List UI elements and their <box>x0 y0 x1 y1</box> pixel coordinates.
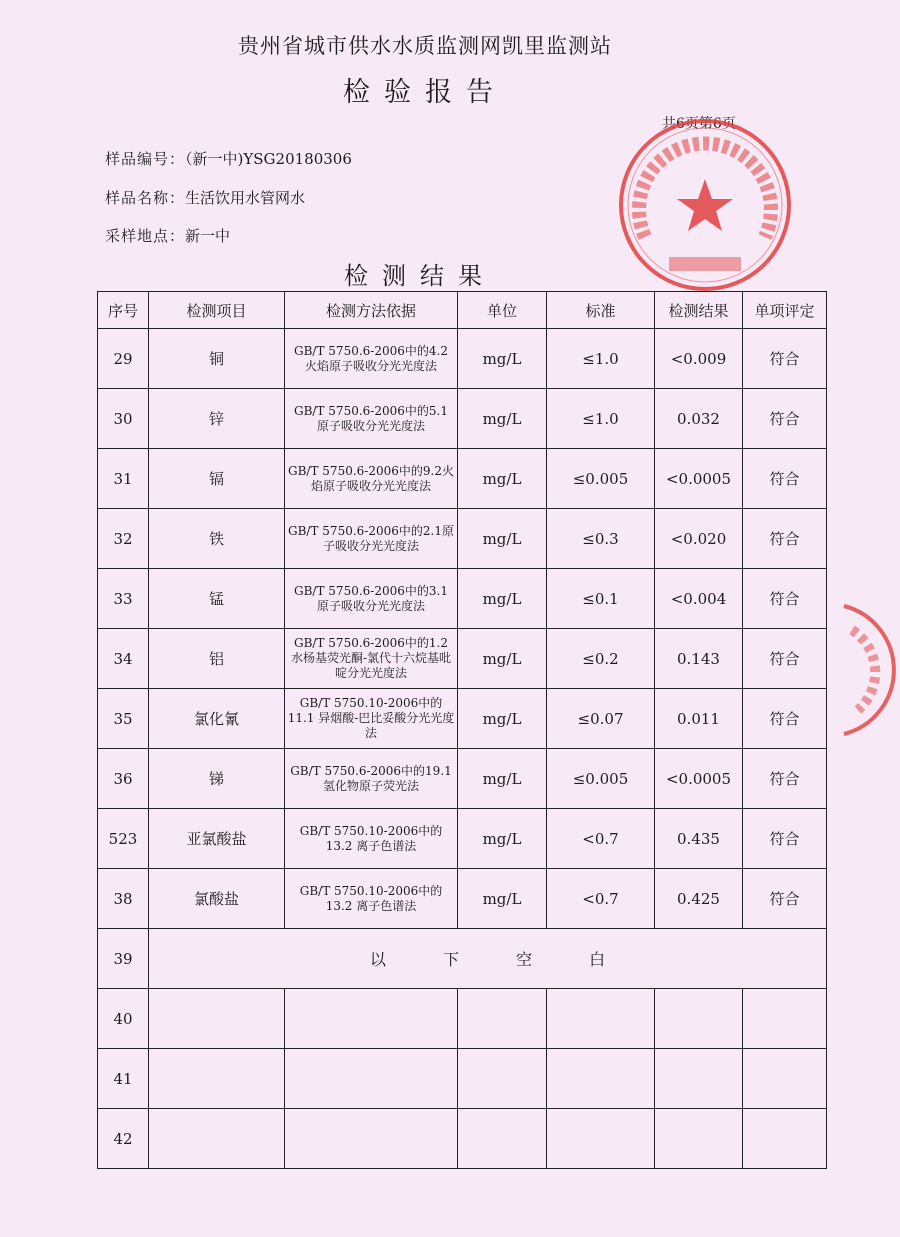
table-row <box>98 629 827 689</box>
row-no: 40 <box>98 989 149 1049</box>
row-unit: mg/L <box>458 569 547 629</box>
row-method: GB/T 5750.10-2006中的11.1 异烟酸-巴比妥酸分光光度法 <box>285 689 458 749</box>
row-no: 39 <box>98 929 149 989</box>
row-unit: mg/L <box>458 629 547 689</box>
row-unit: mg/L <box>458 689 547 749</box>
row-result: <0.004 <box>655 569 743 629</box>
row-method: GB/T 5750.10-2006中的13.2 离子色谱法 <box>285 809 458 869</box>
seam-seal-stamp <box>836 600 900 740</box>
row-no: 30 <box>98 389 149 449</box>
row-eval: 符合 <box>743 809 827 869</box>
row-unit: mg/L <box>458 809 547 869</box>
sample-id-label: 样品编号： <box>105 150 186 168</box>
table-row <box>98 329 827 389</box>
blank-note-char: 空 <box>516 950 533 969</box>
row-eval: 符合 <box>743 689 827 749</box>
blank-note-char: 以 <box>369 950 386 969</box>
row-standard: ≤1.0 <box>547 329 655 389</box>
table-row <box>98 569 827 629</box>
sample-name-label: 样品名称： <box>105 189 186 207</box>
row-standard: ≤0.07 <box>547 689 655 749</box>
col-header-standard: 标准 <box>547 292 655 329</box>
table-row <box>98 749 827 809</box>
row-item: 氯化氰 <box>149 689 285 749</box>
row-no: 38 <box>98 869 149 929</box>
row-item: 氯酸盐 <box>149 869 285 929</box>
row-no: 41 <box>98 1049 149 1109</box>
row-standard: ≤0.1 <box>547 569 655 629</box>
table-row <box>98 869 827 929</box>
row-unit: mg/L <box>458 389 547 449</box>
row-item: 铝 <box>149 629 285 689</box>
table-row <box>98 809 827 869</box>
row-no: 36 <box>98 749 149 809</box>
sample-name-value: 生活饮用水管网水 <box>185 189 306 207</box>
row-method: GB/T 5750.6-2006中的2.1原子吸收分光光度法 <box>285 509 458 569</box>
row-result: <0.020 <box>655 509 743 569</box>
sample-location-value: 新一中 <box>185 227 231 245</box>
page-info: 共6页第6页 <box>662 116 736 132</box>
sample-id-field <box>105 148 352 169</box>
row-standard: ≤0.005 <box>547 449 655 509</box>
row-unit: mg/L <box>458 449 547 509</box>
row-result: <0.0005 <box>655 749 743 809</box>
official-seal-stamp <box>617 117 793 293</box>
row-no: 35 <box>98 689 149 749</box>
blank-note-char: 下 <box>442 950 459 969</box>
row-eval: 符合 <box>743 449 827 509</box>
row-item: 锰 <box>149 569 285 629</box>
organization-title: 贵州省城市供水水质监测网凯里监测站 <box>238 34 612 58</box>
row-result: 0.032 <box>655 389 743 449</box>
row-no: 29 <box>98 329 149 389</box>
row-eval: 符合 <box>743 329 827 389</box>
row-no: 31 <box>98 449 149 509</box>
row-method: GB/T 5750.6-2006中的5.1 原子吸收分光光度法 <box>285 389 458 449</box>
row-item: 锌 <box>149 389 285 449</box>
row-unit: mg/L <box>458 749 547 809</box>
row-standard: ≤1.0 <box>547 389 655 449</box>
row-method: GB/T 5750.6-2006中的9.2火焰原子吸收分光光度法 <box>285 449 458 509</box>
row-standard: ≤0.3 <box>547 509 655 569</box>
row-method: GB/T 5750.6-2006中的19.1 氢化物原子荧光法 <box>285 749 458 809</box>
table-row-empty <box>98 1049 827 1109</box>
sample-location-label: 采样地点： <box>105 227 186 245</box>
row-eval: 符合 <box>743 869 827 929</box>
row-method: GB/T 5750.6-2006中的1.2 水杨基荧光酮-氯代十六烷基吡啶分光光度法 <box>285 629 458 689</box>
row-method: GB/T 5750.10-2006中的13.2 离子色谱法 <box>285 869 458 929</box>
row-eval: 符合 <box>743 509 827 569</box>
row-no: 34 <box>98 629 149 689</box>
col-header-result: 检测结果 <box>655 292 743 329</box>
row-eval: 符合 <box>743 749 827 809</box>
results-table <box>97 291 827 1169</box>
row-unit: mg/L <box>458 509 547 569</box>
table-row <box>98 389 827 449</box>
row-method: GB/T 5750.6-2006中的4.2 火焰原子吸收分光光度法 <box>285 329 458 389</box>
sample-name-field <box>105 187 305 208</box>
row-no: 33 <box>98 569 149 629</box>
row-standard: ≤0.005 <box>547 749 655 809</box>
row-eval: 符合 <box>743 629 827 689</box>
row-result: 0.435 <box>655 809 743 869</box>
results-title: 检测结果 <box>344 262 496 290</box>
row-result: <0.009 <box>655 329 743 389</box>
row-result: 0.143 <box>655 629 743 689</box>
table-row-blank-note <box>98 929 827 989</box>
row-eval: 符合 <box>743 389 827 449</box>
row-standard: <0.7 <box>547 809 655 869</box>
row-method: GB/T 5750.6-2006中的3.1 原子吸收分光光度法 <box>285 569 458 629</box>
blank-note <box>149 929 827 989</box>
row-result: <0.0005 <box>655 449 743 509</box>
col-header-item: 检测项目 <box>149 292 285 329</box>
col-header-unit: 单位 <box>458 292 547 329</box>
row-item: 铜 <box>149 329 285 389</box>
row-standard: <0.7 <box>547 869 655 929</box>
col-header-no: 序号 <box>98 292 149 329</box>
table-row <box>98 689 827 749</box>
row-item: 亚氯酸盐 <box>149 809 285 869</box>
row-result: 0.011 <box>655 689 743 749</box>
row-result: 0.425 <box>655 869 743 929</box>
row-eval: 符合 <box>743 569 827 629</box>
report-title: 检验报告 <box>343 77 507 108</box>
row-item: 铁 <box>149 509 285 569</box>
sample-id-value: （新一中)YSG20180306 <box>185 150 352 168</box>
row-unit: mg/L <box>458 329 547 389</box>
col-header-method: 检测方法依据 <box>285 292 458 329</box>
row-no: 32 <box>98 509 149 569</box>
table-row-empty <box>98 1109 827 1169</box>
sample-location-field <box>105 225 230 246</box>
table-row <box>98 449 827 509</box>
col-header-eval: 单项评定 <box>743 292 827 329</box>
table-row-empty <box>98 989 827 1049</box>
row-no: 523 <box>98 809 149 869</box>
row-item: 镉 <box>149 449 285 509</box>
row-no: 42 <box>98 1109 149 1169</box>
blank-note-char: 白 <box>589 950 606 969</box>
row-standard: ≤0.2 <box>547 629 655 689</box>
table-row <box>98 509 827 569</box>
table-header-row <box>98 292 827 329</box>
row-item: 锑 <box>149 749 285 809</box>
row-unit: mg/L <box>458 869 547 929</box>
